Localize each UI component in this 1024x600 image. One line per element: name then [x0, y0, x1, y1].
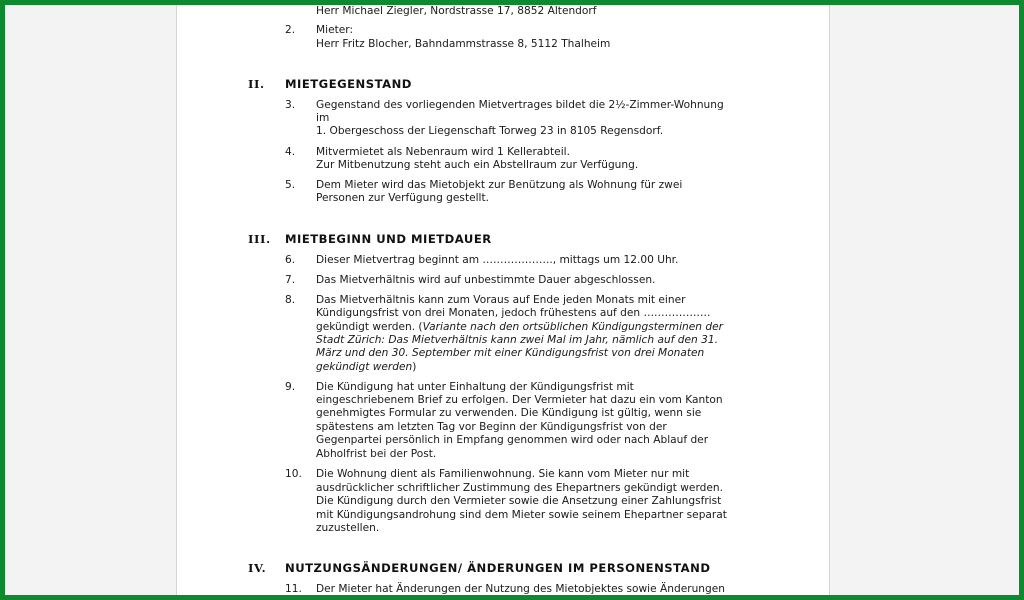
- clause-line: Der Mieter hat Änderungen der Nutzung des Mietobjektes sowie Änderungen: [316, 583, 725, 595]
- clause-line: Dieser Mietvertrag beginnt am ……………….., mittags um 12.00 Uhr.: [316, 254, 679, 266]
- item-number: 4.: [285, 146, 296, 158]
- clause-line: zuzustellen.: [316, 522, 380, 534]
- clause-line: Zur Mitbenutzung steht auch ein Abstellraum zur Verfügung.: [316, 159, 639, 171]
- variant-note: gekündigt werden: [316, 361, 413, 373]
- clause-line: Abholfrist bei der Post.: [316, 448, 437, 460]
- section-numeral: III.: [248, 232, 271, 246]
- clause-line: im: [316, 112, 330, 124]
- section-numeral: IV.: [248, 561, 267, 575]
- item-number: 5.: [285, 179, 296, 191]
- item-number: 9.: [285, 381, 296, 393]
- clause-line: 1. Obergeschoss der Liegenschaft Torweg 23 in 8105 Regensdorf.: [316, 125, 664, 137]
- item-number: 3.: [285, 99, 296, 111]
- clause-line: Die Kündigung durch den Vermieter sowie die Ansetzung einer Zahlungsfrist: [316, 495, 722, 507]
- clause-line: Personen zur Verfügung gestellt.: [316, 192, 490, 204]
- clause-line: mit Kündigungsandrohung sind dem Mieter sowie seinem Ehepartner separat: [316, 509, 727, 521]
- clause-line: spätestens am letzten Tag vor Beginn der Kündigungsfrist von der: [316, 421, 667, 433]
- item-number: 8.: [285, 294, 296, 306]
- clause-line: eingeschriebenem Brief zu erfolgen. Der Vermieter hat dazu ein vom Kanton: [316, 394, 723, 406]
- section-heading: MIETGEGENSTAND: [285, 77, 412, 91]
- document-page: [176, 0, 830, 600]
- clause-line: Kündigungsfrist von drei Monaten, jedoch frühestens auf den ……………….: [316, 307, 711, 319]
- clause-line: Mitvermietet als Nebenraum wird 1 Kellerabteil.: [316, 146, 570, 158]
- clause-line: gekündigt werden. (Variante nach den ortsüblichen Kündigungsterminen der: [316, 321, 723, 333]
- clause-line: Die Kündigung hat unter Einhaltung der Kündigungsfrist mit: [316, 381, 634, 393]
- tenant-address: Herr Fritz Blocher, Bahndammstrasse 8, 5112 Thalheim: [316, 38, 611, 50]
- item-number: 7.: [285, 274, 296, 286]
- clause-line: ausdrücklicher schriftlicher Zustimmung des Ehepartners gekündigt werden.: [316, 482, 723, 494]
- item-number: 10.: [285, 468, 302, 480]
- clause-line: genehmigtes Formular zu verwenden. Die Kündigung ist gültig, wenn sie: [316, 407, 702, 419]
- clause-line: Dem Mieter wird das Mietobjekt zur Benützung als Wohnung für zwei: [316, 179, 683, 191]
- clause-line: Gegenpartei persönlich in Empfang genommen wird oder nach Ablauf der: [316, 434, 709, 446]
- clause-line: März und den 30. September mit einer Kündigungsfrist von drei Monaten: [316, 347, 705, 359]
- clause-line: Das Mietverhältnis wird auf unbestimmte Dauer abgeschlossen.: [316, 274, 656, 286]
- clause-line: Stadt Zürich: Das Mietverhältnis kann zwei Mal im Jahr, nämlich auf den 31.: [316, 334, 718, 346]
- item-number: 6.: [285, 254, 296, 266]
- section-heading: NUTZUNGSÄNDERUNGEN/ ÄNDERUNGEN IM PERSONENSTAND: [285, 561, 711, 575]
- landlord-address: Herr Michael Ziegler, Nordstrasse 17, 8852 Altendorf: [316, 5, 597, 17]
- clause-line: Die Wohnung dient als Familienwohnung. Sie kann vom Mieter nur mit: [316, 468, 690, 480]
- item-number: 11.: [285, 583, 302, 595]
- variant-note: Variante nach den ortsüblichen Kündigungsterminen der: [422, 321, 723, 333]
- clause-line: Das Mietverhältnis kann zum Voraus auf Ende jeden Monats mit einer: [316, 294, 686, 306]
- item-number: 2.: [285, 24, 296, 36]
- clause-line: gekündigt werden): [316, 361, 417, 373]
- clause-line: Gegenstand des vorliegenden Mietvertrages bildet die 2½-Zimmer-Wohnung: [316, 99, 724, 111]
- section-heading: MIETBEGINN UND MIETDAUER: [285, 232, 492, 246]
- tenant-label: Mieter:: [316, 24, 354, 36]
- section-numeral: II.: [248, 77, 265, 91]
